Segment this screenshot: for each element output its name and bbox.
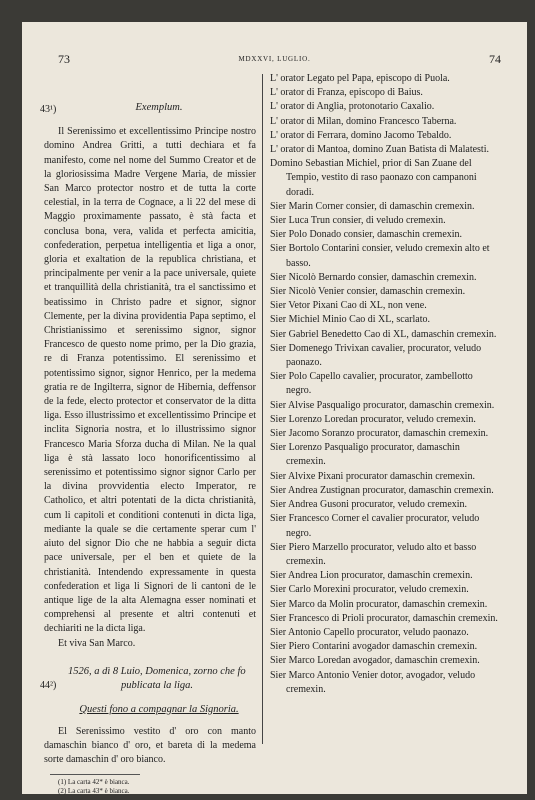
footnote: (1) La carta 42* è bianca. bbox=[58, 777, 130, 786]
procession-entry: Sier Piero Marzello procurator, veludo alto et basso cremexin. bbox=[270, 541, 477, 567]
date-heading-line: publicata la liga. bbox=[120, 679, 194, 691]
procession-entry: Sier Francesco di Prioli procurator, damaschin cremexin. bbox=[270, 612, 498, 624]
date-heading-line: 1526, a dì 8 Luio, Domenica, zorno che fo bbox=[68, 665, 246, 677]
procession-entry: Sier Antonio Capello procurator, veludo paonazo. bbox=[270, 626, 469, 638]
section-heading: Exemplum. bbox=[135, 102, 183, 113]
procession-entry: Sier Marco Loredan avogador, damaschin cremexin. bbox=[270, 655, 480, 667]
procession-entry: L' orator Legato pel Papa, episcopo di Puola. bbox=[270, 73, 450, 84]
procession-entry: L' orator di Mantoa, domino Zuan Batista di Malatesti. bbox=[270, 144, 489, 156]
procession-entry: Sier Nicolò Venier consier, damaschin cremexin. bbox=[270, 286, 466, 298]
procession-entry: L' orator di Milan, domino Francesco Taberna. bbox=[270, 115, 457, 127]
procession-heading: Questi fono a compagnar la Signoria. bbox=[79, 703, 239, 715]
procession-entry: L' orator di Franza, episcopo di Baius. bbox=[270, 87, 423, 99]
procession-entry: Sier Nicolò Bernardo consier, damaschin cremexin. bbox=[270, 271, 477, 283]
procession-entry: Sier Lorenzo Pasqualigo procurator, damaschin cremexin. bbox=[270, 442, 460, 468]
left-column bbox=[40, 75, 256, 796]
procession-entry: Sier Alvise Pasqualigo procurator, damaschin cremexin. bbox=[270, 399, 495, 411]
procession-entry: Sier Marco da Molin procurator, damaschin cremexin. bbox=[270, 598, 488, 610]
book-page bbox=[22, 22, 527, 794]
right-page-number: 74 bbox=[489, 52, 501, 66]
procession-entry: Domino Sebastian Michiel, prior di San Zuane del Tempio, vestito di raso paonazo con campanoni doradi. bbox=[270, 158, 477, 198]
doge-description bbox=[44, 725, 256, 768]
procession-entry: Sier Andrea Gusoni procurator, veludo cremexin. bbox=[270, 499, 468, 511]
running-title: MDXXVI, LUGLIO. bbox=[238, 55, 311, 63]
procession-entry: Sier Carlo Morexini procurator, veludo cremexin. bbox=[270, 584, 469, 596]
procession-entry: Sier Polo Capello cavalier, procurator, zambellotto negro. bbox=[270, 371, 473, 397]
procession-entry: Sier Vetor Pixani Cao di XL, non vene. bbox=[270, 300, 427, 312]
paragraph: Et viva San Marco. bbox=[58, 637, 136, 649]
procession-entry: Sier Luca Trun consier, di veludo cremexin. bbox=[270, 215, 446, 227]
procession-entry: Sier Andrea Zustignan procurator, damaschin cremexin. bbox=[270, 484, 494, 496]
footnote: (2) La carta 43* è bianca. bbox=[58, 786, 130, 795]
procession-entry: L' orator di Anglia, protonotario Caxalio. bbox=[270, 101, 435, 113]
procession-entry: Sier Gabriel Benedetto Cao di XL, damaschin cremexin. bbox=[270, 328, 497, 340]
procession-entry: Sier Polo Donado consier, damaschin cremexin. bbox=[270, 229, 463, 241]
procession-entry: Sier Jacomo Soranzo procurator, damaschin cremexin. bbox=[270, 428, 489, 440]
procession-entry: L' orator di Ferrara, domino Jacomo Tebaldo. bbox=[270, 129, 452, 141]
paragraph: El Serenissimo vestito d' oro con manto damaschin bianco d' oro, et bareta di la medema sorte damaschin d' oro bianco. bbox=[44, 725, 256, 766]
procession-entry: Sier Bortolo Contarini consier, veludo cremexin alto et basso. bbox=[270, 243, 490, 269]
footnote-rule bbox=[50, 774, 140, 775]
paragraph: Il Serenissimo et excellentissimo Principe nostro domino Andrea Gritti, a tutti dechiara et fa manifesto, come nel nome del Summo Creator et de la gloriosissima Madre Vergene Maria, de missier San Marco protector nostro et de tutta la corte celestial, in la terra de Cognace, a li 22 del mese di Maggio proximamente passato, è stà facta et conclusa bona, vera, valida et perfecta amicitia, confederation, perpetua intelligentia et liga a onor, gloria et exaltation de la republica christiana, et principalmente per venir a la pace universale, quiete et tranquillità della christianità, tra el sanctissimo et beatissimo in Christo padre et signor, signor Clemente, per la divina providentia Papa septimo, el Christianissimo et serenissimo signor, signor Francesco de questo nome primo, per la Dio grazia, re di Franza potentissimo. El serenissimo et potentissimo signor, signor Henrico, per la medema gratia re de Ingilterra, signor de Hibernia, deffensor de la fede, electo protector et conservator de la ditta liga. Esso illustrissimo et excellentissimo Principe et inclita Signoria nostra, et lo illustrissimo signor Francesco Maria Sforza ducha di Milan. Ne la qual liga è stà lassato loco honorificentissimo al serenissimo et potentissimo signor signor Carlo per la divina provvidentia electo Imperator, re Catholico, et altri potentati de la dicta christianità, cum li capitoli et conditioni contenuti in dicta liga, mediante la quale se die certamente sperar cum l' aiuto del signor Dio che ne habbia a seguir dicta pace universale, per el ben et quiete de la christianità. Intendendo expressamente in questa confederation et liga li Signori de li cantoni de le antique lige de la alta Alemagna esser nominati et comprehensi al presente et altri contenuti et dechiariti ne la dicta liga. bbox=[44, 126, 256, 635]
margin-marker: 44²) bbox=[40, 679, 57, 691]
column-divider bbox=[262, 74, 263, 744]
left-page-number: 73 bbox=[58, 52, 70, 66]
procession-entry: Sier Marco Antonio Venier dotor, avogador, veludo cremexin. bbox=[270, 669, 476, 695]
procession-entry: Sier Andrea Lion procurator, damaschin cremexin. bbox=[270, 570, 473, 582]
procession-entry: Sier Alvixe Pixani procurator damaschin cremexin. bbox=[270, 470, 475, 482]
proclamation-text bbox=[44, 125, 256, 651]
right-column bbox=[270, 72, 500, 697]
procession-entry: Sier Piero Contarini avogador damaschin cremexin. bbox=[270, 641, 478, 653]
procession-entry: Sier Lorenzo Loredan procurator, veludo cremexin. bbox=[270, 413, 476, 425]
procession-entry: Sier Michiel Minio Cao di XL, scarlato. bbox=[270, 314, 430, 326]
margin-marker: 43¹) bbox=[40, 104, 57, 115]
procession-entry: Sier Marin Corner consier, di damaschin cremexin. bbox=[270, 200, 475, 212]
date-heading bbox=[44, 665, 256, 693]
procession-entry: Sier Domenego Trivixan cavalier, procurator, veludo paonazo. bbox=[270, 342, 482, 369]
procession-entry: Sier Francesco Corner el cavalier procurator, veludo negro. bbox=[270, 513, 480, 539]
